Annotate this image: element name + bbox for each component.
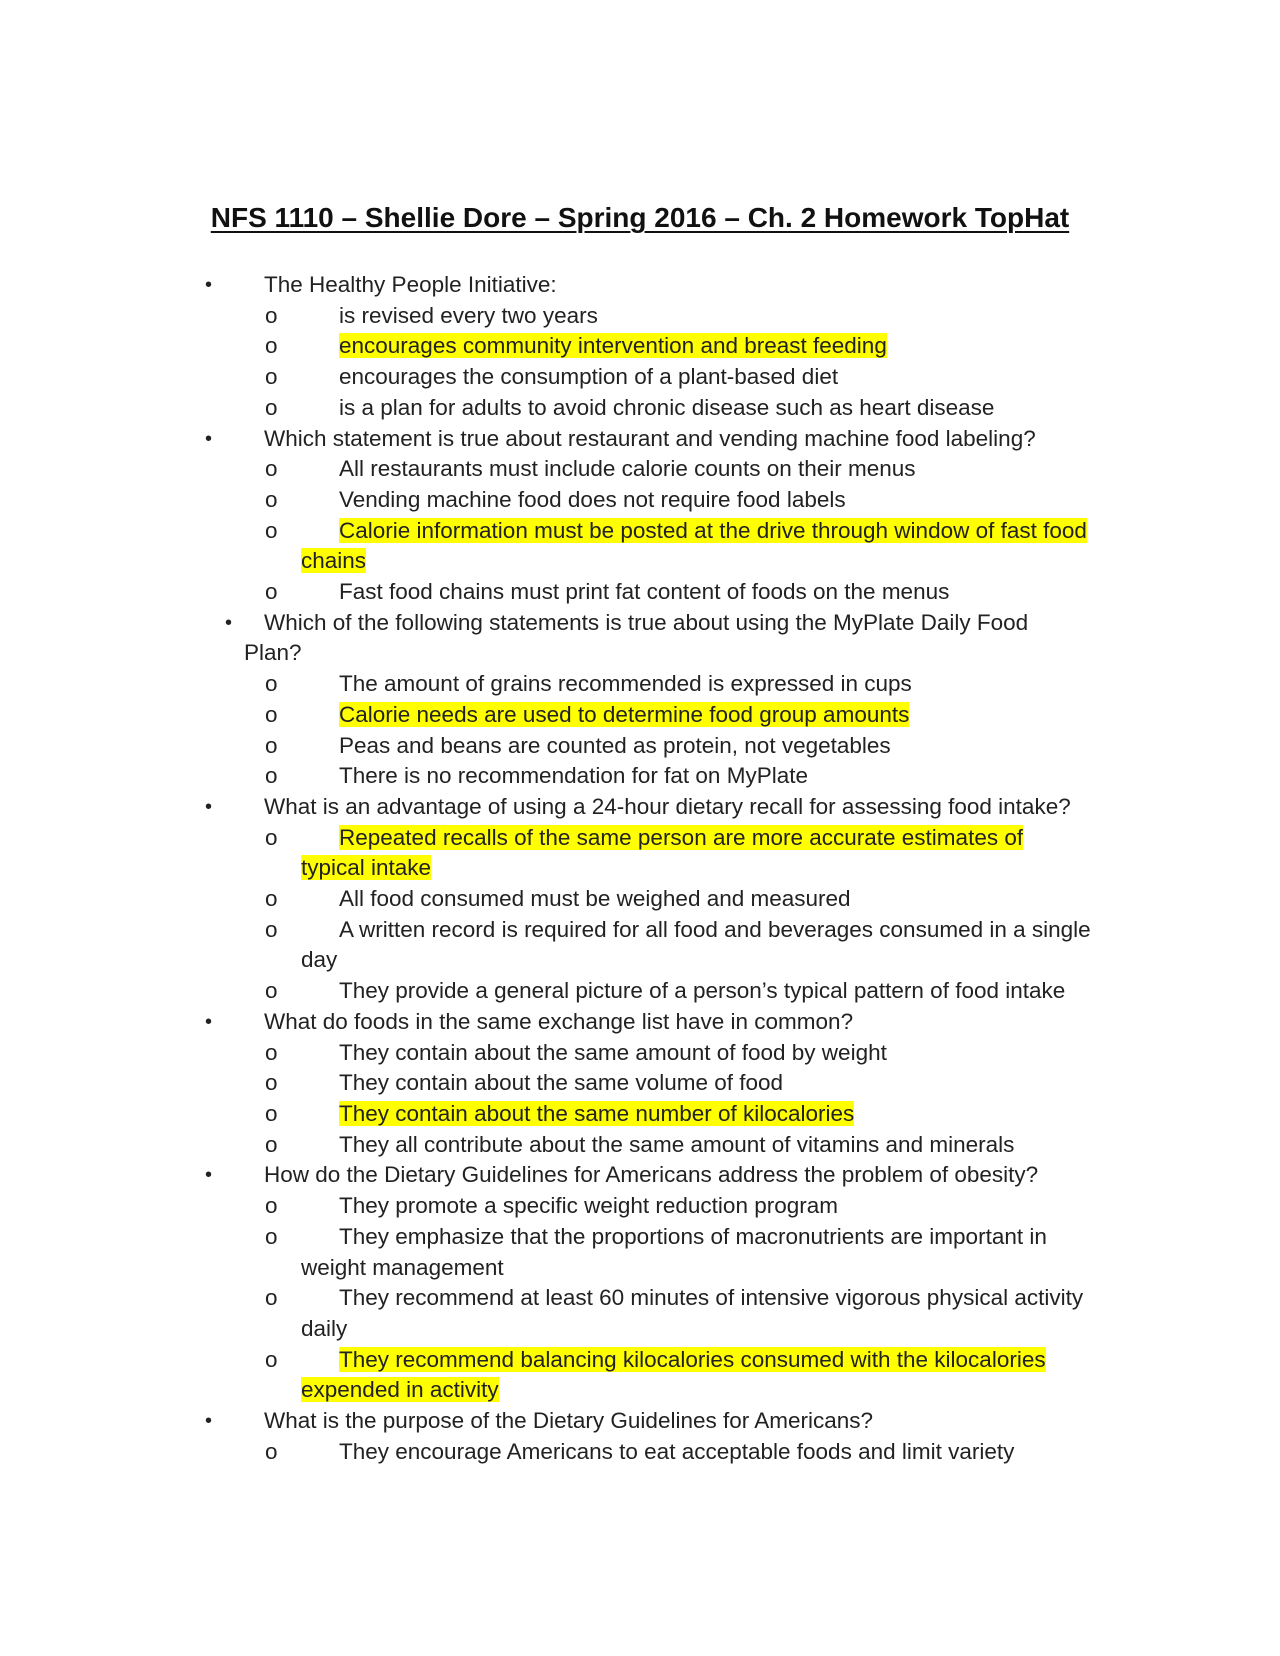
answer-option bbox=[0, 516, 1091, 577]
question-item bbox=[0, 1406, 1094, 1437]
answer-option bbox=[0, 331, 1091, 362]
question-text: What do foods in the same exchange list have in common? bbox=[264, 1008, 854, 1034]
answer-text: They recommend at least 60 minutes of intensive vigorous physical activity daily bbox=[301, 1285, 1084, 1341]
option-marker-icon: o bbox=[265, 886, 278, 912]
question-item bbox=[0, 1007, 1094, 1038]
answer-text: encourages the consumption of a plant-based diet bbox=[339, 364, 839, 390]
answer-option bbox=[0, 301, 1091, 332]
answer-option bbox=[0, 1068, 1091, 1099]
option-marker-icon: o bbox=[265, 1100, 278, 1126]
answer-text: A written record is required for all food and beverages consumed in a single day bbox=[301, 916, 1091, 973]
answer-option bbox=[0, 731, 1091, 762]
answer-option bbox=[0, 577, 1091, 608]
answer-text-highlighted: Repeated recalls of the same person are more accurate estimates of typical intake bbox=[301, 824, 1024, 881]
bullet-icon: • bbox=[205, 1010, 213, 1033]
option-marker-icon: o bbox=[265, 302, 278, 328]
answer-option bbox=[0, 1437, 1091, 1468]
answer-option bbox=[0, 976, 1091, 1007]
option-marker-icon: o bbox=[265, 701, 278, 727]
answer-text: They encourage Americans to eat acceptable foods and limit variety bbox=[339, 1438, 1015, 1464]
answer-option bbox=[0, 1222, 1091, 1283]
option-marker-icon: o bbox=[265, 1346, 278, 1372]
answer-text-highlighted: They recommend balancing kilocalories consumed with the kilocalories expended in activity bbox=[301, 1346, 1046, 1403]
answer-text: is revised every two years bbox=[339, 302, 598, 328]
answer-text: They all contribute about the same amount of vitamins and minerals bbox=[339, 1131, 1015, 1157]
question-text: What is an advantage of using a 24-hour dietary recall for assessing food intake? bbox=[264, 793, 1071, 819]
option-marker-icon: o bbox=[265, 978, 278, 1004]
answer-text: They contain about the same amount of food by weight bbox=[339, 1039, 887, 1065]
answer-text: Vending machine food does not require food labels bbox=[339, 486, 846, 512]
answer-text: is a plan for adults to avoid chronic disease such as heart disease bbox=[339, 394, 995, 420]
answer-option bbox=[0, 1283, 1091, 1344]
answer-text-highlighted: They contain about the same number of kilocalories bbox=[339, 1100, 855, 1126]
answer-option bbox=[0, 884, 1091, 915]
option-marker-icon: o bbox=[265, 732, 278, 758]
question-item bbox=[0, 1160, 1094, 1191]
answer-option bbox=[0, 1099, 1091, 1130]
answer-option bbox=[0, 1191, 1091, 1222]
answer-option bbox=[0, 362, 1091, 393]
answer-text: They contain about the same volume of food bbox=[339, 1070, 784, 1096]
answer-text: All restaurants must include calorie counts on their menus bbox=[339, 456, 916, 482]
question-item bbox=[0, 424, 1094, 455]
option-marker-icon: o bbox=[265, 579, 278, 605]
answer-text: They promote a specific weight reduction program bbox=[339, 1193, 838, 1219]
bullet-icon: • bbox=[205, 1410, 213, 1433]
question-item bbox=[0, 608, 1074, 669]
option-marker-icon: o bbox=[265, 1223, 278, 1249]
answer-text: All food consumed must be weighed and measured bbox=[339, 886, 851, 912]
option-marker-icon: o bbox=[265, 916, 278, 942]
question-text: What is the purpose of the Dietary Guidelines for Americans? bbox=[264, 1408, 874, 1434]
question-text: The Healthy People Initiative: bbox=[264, 272, 557, 297]
answer-option bbox=[0, 485, 1091, 516]
bullet-icon: • bbox=[205, 427, 213, 450]
question-list bbox=[0, 270, 1280, 1467]
answer-option bbox=[0, 700, 1091, 731]
bullet-icon: • bbox=[225, 611, 233, 634]
option-marker-icon: o bbox=[265, 1039, 278, 1065]
option-marker-icon: o bbox=[265, 763, 278, 789]
option-marker-icon: o bbox=[265, 1131, 278, 1157]
option-marker-icon: o bbox=[265, 1193, 278, 1219]
question-item bbox=[0, 792, 1094, 823]
answer-text-highlighted: Calorie needs are used to determine food group amounts bbox=[339, 701, 910, 727]
option-marker-icon: o bbox=[265, 671, 278, 697]
option-marker-icon: o bbox=[265, 364, 278, 390]
answer-text: The amount of grains recommended is expressed in cups bbox=[339, 671, 912, 697]
question-text: How do the Dietary Guidelines for Americans address the problem of obesity? bbox=[264, 1162, 1039, 1188]
option-marker-icon: o bbox=[265, 1070, 278, 1096]
answer-option bbox=[0, 823, 1091, 884]
option-marker-icon: o bbox=[265, 456, 278, 482]
bullet-icon: • bbox=[205, 1164, 213, 1187]
answer-text-highlighted: encourages community intervention and breast feeding bbox=[339, 333, 887, 359]
answer-text-highlighted: Calorie information must be posted at the drive through window of fast food chains bbox=[301, 517, 1087, 574]
bullet-icon: • bbox=[205, 795, 213, 818]
option-marker-icon: o bbox=[265, 517, 278, 543]
option-marker-icon: o bbox=[265, 824, 278, 850]
question-text: Which of the following statements is true about using the MyPlate Daily Food Plan? bbox=[244, 609, 1029, 666]
bullet-icon: • bbox=[205, 274, 213, 296]
answer-option bbox=[0, 393, 1091, 424]
answer-text: They provide a general picture of a person’s typical pattern of food intake bbox=[339, 978, 1066, 1004]
answer-option bbox=[0, 1038, 1091, 1069]
answer-text: They emphasize that the proportions of macronutrients are important in weight management bbox=[301, 1223, 1047, 1280]
answer-option bbox=[0, 761, 1091, 792]
page-title: NFS 1110 – Shellie Dore – Spring 2016 – Ch. 2 Homework TopHat bbox=[210, 202, 1070, 233]
answer-option bbox=[0, 1345, 1091, 1406]
question-item bbox=[0, 270, 1094, 301]
answer-option bbox=[0, 454, 1091, 485]
answer-text: There is no recommendation for fat on MyPlate bbox=[339, 763, 808, 789]
option-marker-icon: o bbox=[265, 486, 278, 512]
answer-option bbox=[0, 915, 1091, 976]
option-marker-icon: o bbox=[265, 333, 278, 359]
option-marker-icon: o bbox=[265, 1285, 278, 1311]
option-marker-icon: o bbox=[265, 394, 278, 420]
answer-option bbox=[0, 1130, 1091, 1161]
answer-option bbox=[0, 669, 1091, 700]
answer-text: Fast food chains must print fat content of foods on the menus bbox=[339, 579, 950, 605]
answer-text: Peas and beans are counted as protein, not vegetables bbox=[339, 732, 891, 758]
question-text: Which statement is true about restaurant and vending machine food labeling? bbox=[264, 425, 1036, 451]
option-marker-icon: o bbox=[265, 1438, 278, 1464]
